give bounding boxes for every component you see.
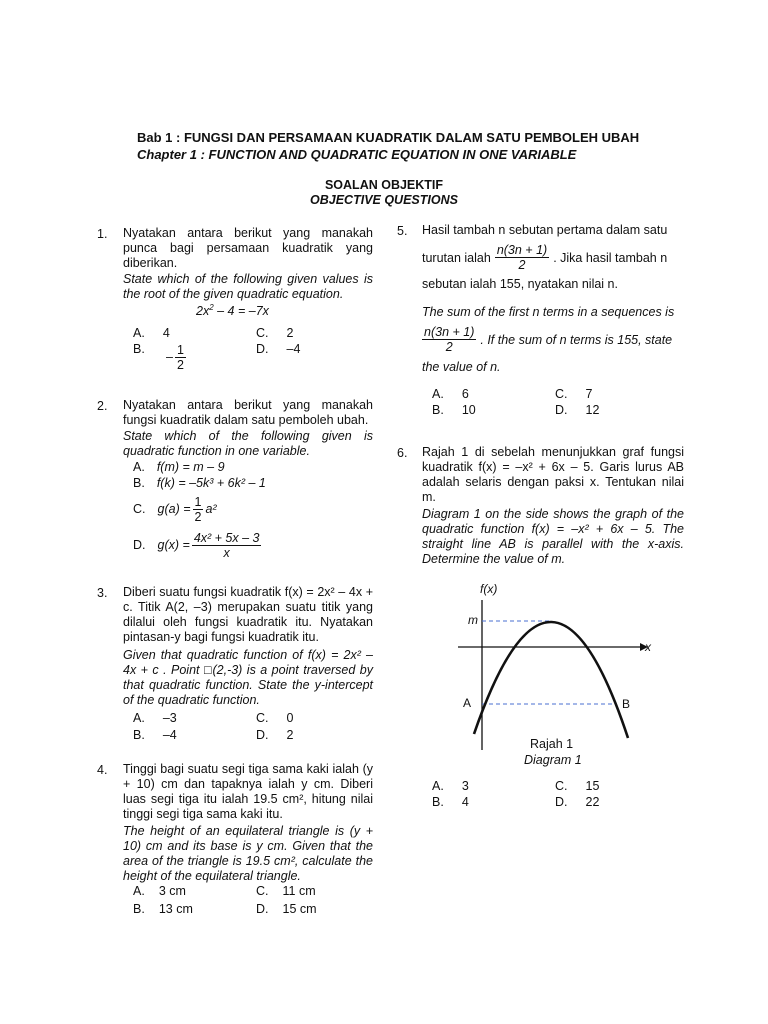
question-3-option-c: C. 0 [256, 711, 294, 725]
question-5-text-malay-line3: sebutan ialah 155, nyatakan nilai n. [422, 277, 618, 291]
question-4-option-c: C. 11 cm [256, 884, 316, 898]
question-4-text-english: The height of an equilateral triangle is (y + 10) cm and its base is y cm. Given that the area of the triangle is 19.5 cm², calculate the height of the equilateral triangle. [123, 824, 373, 883]
question-3-text-english: Given that quadratic function of f(x) = 2x² – 4x + c . Point □(2,-3) is a point traversed by that quadratic function. State the y-intercept of the quadratic function. [123, 648, 373, 707]
question-3-option-d: D. 2 [256, 728, 294, 742]
question-2-text-malay: Nyatakan antara berikut yang manakah fungsi kuadratik dalam satu pemboleh ubah. [123, 398, 373, 427]
section-title-malay: SOALAN OBJEKTIF [324, 178, 444, 192]
question-5-option-d: D. 12 [555, 403, 600, 417]
question-1-option-b: – $\frac{1}{2}$ [166, 343, 184, 372]
y-axis-label: f(x) [480, 582, 498, 596]
question-4-option-a: A. 3 cm [133, 884, 186, 898]
question-1-option-a: A. 4 [133, 326, 170, 340]
question-6-option-a: A. 3 [432, 779, 469, 793]
point-a-label: A [463, 696, 472, 710]
question-3-option-a: A. –3 [133, 711, 177, 725]
question-4-option-d: D. 15 cm [256, 902, 317, 916]
question-6-option-c: C. 15 [555, 779, 600, 793]
point-b-label: B [622, 697, 631, 711]
question-3-text-malay: Diberi suatu fungsi kuadratik f(x) = 2x² – 4x + c. Titik A(2, –3) merupakan suatu titik yang dilalui oleh fungsi kuadratik itu. Nyatakan pintasan-y bagi fungsi kuadratik itu. [123, 585, 373, 644]
question-1-option-d: D. –4 [256, 342, 301, 356]
question-1-option-c: C. 2 [256, 326, 294, 340]
question-2-text-english: State which of the following given is quadratic function in one variable. [123, 429, 373, 458]
m-label: m [468, 613, 478, 627]
diagram-caption-malay: Rajah 1 [530, 737, 574, 751]
question-5-number: 5. [397, 224, 408, 238]
question-5-text-english-line3: the value of n. [422, 360, 501, 374]
question-4-number: 4. [97, 763, 108, 777]
question-3-number: 3. [97, 586, 108, 600]
question-5-text-english-line2: $\frac{n(3n + 1)}{2}$ . If the sum of n terms is 155, state [424, 325, 673, 354]
question-6-text-english: Diagram 1 on the side shows the graph of the quadratic function f(x) = –x² + 6x – 5. The straight line AB is parallel with the x-axis. Determine the value of m. [422, 507, 684, 566]
question-4-text-malay: Tinggi bagi suatu segi tiga sama kaki ialah (y + 10) cm dan tapaknya ialah y cm. Diberi luas segi tiga itu ialah 19.5 cm², hitung nilai tinggi segi tiga sama kaki itu. [123, 762, 373, 821]
question-2-option-a: A. f(m) = m – 9 [133, 460, 225, 474]
parabola-curve [474, 622, 631, 738]
question-2-option-d: D. g(x) = $\frac{\text{4x² + 5x – 3}}{x}$ [133, 531, 260, 560]
question-5-text-english-line1: The sum of the first n terms in a sequences is [422, 305, 675, 319]
question-5-option-c: C. 7 [555, 387, 593, 401]
question-6-option-d: D. 22 [555, 795, 600, 809]
question-6-number: 6. [397, 446, 408, 460]
question-5-option-b: B. 10 [432, 403, 476, 417]
chapter-title-english: Chapter 1 : FUNCTION AND QUADRATIC EQUATION IN ONE VARIABLE [137, 147, 577, 162]
question-1-text-malay: Nyatakan antara berikut yang manakah punca bagi persamaan kuadratik yang diberikan. [123, 226, 373, 270]
question-5-option-a: A. 6 [432, 387, 469, 401]
diagram-caption-english: Diagram 1 [524, 753, 582, 767]
question-4-option-b: B. 13 cm [133, 902, 193, 916]
question-5-text-malay-line1: Hasil tambah n sebutan pertama dalam satu [422, 223, 668, 237]
question-6-option-b: B. 4 [432, 795, 469, 809]
question-1-equation: $2x^2 - 4 = -7x$ [196, 303, 269, 319]
chapter-title-malay: Bab 1 : FUNGSI DAN PERSAMAAN KUADRATIK DALAM SATU PEMBOLEH UBAH [137, 130, 640, 145]
question-2-number: 2. [97, 399, 108, 413]
question-2-option-c: C. g(a) = $\frac{1}{2}$ a² [133, 495, 217, 524]
question-1-text-english: State which of the following given values is the root of the given quadratic equation. [123, 272, 373, 301]
question-2-option-b: B. f(k) = –5k³ + 6k² – 1 [133, 476, 266, 490]
question-1-option-b-label: B. [133, 342, 145, 356]
question-6-text-malay: Rajah 1 di sebelah menunjukkan graf fungsi kuadratik f(x) = –x² + 6x – 5. Garis lurus AB adalah selaris dengan paksi x. Tentukan nilai m. [422, 445, 684, 504]
question-1-number: 1. [97, 227, 108, 241]
question-3-option-b: B. –4 [133, 728, 177, 742]
question-5-text-malay-line2: turutan ialah $\frac{n(3n + 1)}{2}$ . Jika hasil tambah n [422, 243, 668, 272]
x-axis-label: x [645, 640, 651, 654]
section-title-english: OBJECTIVE QUESTIONS [310, 193, 458, 207]
quadratic-graph-diagram [440, 578, 680, 753]
